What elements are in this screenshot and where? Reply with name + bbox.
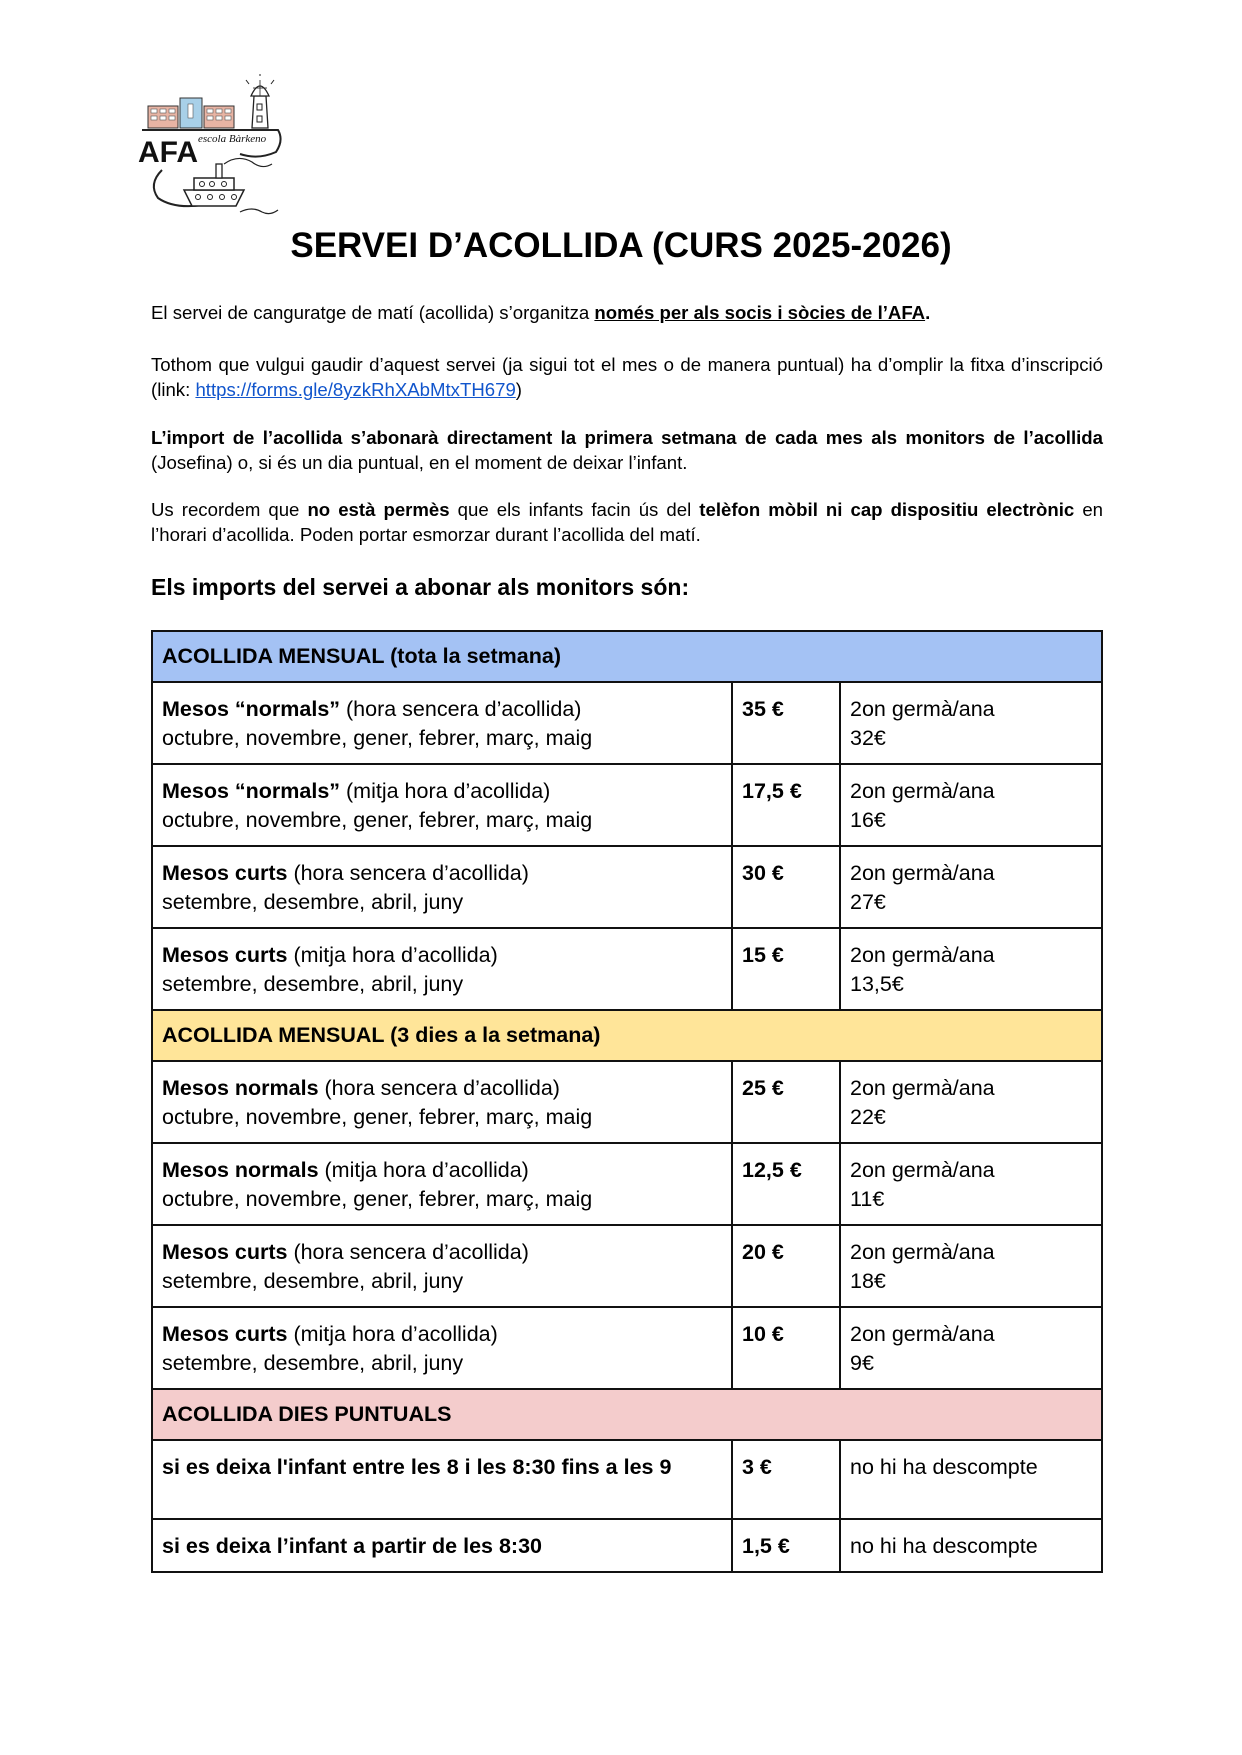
row-description [152,1225,732,1307]
table-row [152,1440,1102,1519]
row-price: 15 € [732,928,840,1010]
section-title: ACOLLIDA MENSUAL (3 dies a la setmana) [152,1010,1102,1061]
rules-bold-1: no està permès [307,499,450,520]
rules-paragraph [151,497,1103,547]
row-description [152,682,732,764]
registration-paragraph [151,352,1103,402]
row-duration: (hora sencera d’acollida) [340,697,582,721]
row-type: Mesos “normals” [162,697,341,721]
payment-paragraph [151,425,1103,475]
row-type: Mesos normals [162,1158,319,1182]
sibling-label: 2on germà/ana [850,861,995,885]
table-row [152,1143,1102,1225]
registration-text: Tothom que vulgui gaudir d’aquest servei (ja sigui tot el mes o de manera puntual) ha d’omplir la fitxa d’inscripció (link: [151,354,1103,400]
sibling-price: 11€ [850,1187,885,1211]
row-months: octubre, novembre, gener, febrer, març, maig [162,1187,593,1211]
row-description: si es deixa l'infant entre les 8 i les 8:30 fins a les 9 [152,1440,732,1519]
sibling-price: 27€ [850,890,886,914]
section-header-weekly [152,631,1102,682]
afa-logo-text: AFA [138,136,198,169]
row-months: octubre, novembre, gener, febrer, març, maig [162,1105,593,1129]
registration-form-link[interactable]: https://forms.gle/8yzkRhXAbMtxTH679 [195,379,516,400]
sibling-label: 2on germà/ana [850,1076,995,1100]
row-description [152,928,732,1010]
rules-bold-2: telèfon mòbil ni cap dispositiu electrònic [699,499,1075,520]
row-price: 12,5 € [732,1143,840,1225]
table-row [152,846,1102,928]
row-price: 1,5 € [732,1519,840,1572]
row-sibling [840,1061,1102,1143]
row-description [152,764,732,846]
row-price: 10 € [732,1307,840,1389]
row-description [152,1143,732,1225]
sibling-price: 18€ [850,1269,886,1293]
row-sibling [840,846,1102,928]
table-row [152,1225,1102,1307]
row-type: Mesos curts [162,1322,288,1346]
payment-text: (Josefina) o, si és un dia puntual, en el moment de deixar l’infant. [151,452,688,473]
row-price: 20 € [732,1225,840,1307]
row-price: 25 € [732,1061,840,1143]
sibling-price: 32€ [850,726,886,750]
row-type: Mesos curts [162,861,288,885]
rules-text-1: Us recordem que [151,499,308,520]
rules-text-2: que els infants facin ús del [449,499,700,520]
row-price: 35 € [732,682,840,764]
intro-end: . [925,302,931,323]
row-months: setembre, desembre, abril, juny [162,972,464,996]
row-price: 17,5 € [732,764,840,846]
row-type: Mesos normals [162,1076,319,1100]
row-duration: (mitja hora d’acollida) [287,943,498,967]
registration-end: ) [515,379,522,400]
intro-paragraph [151,300,1103,325]
sibling-label: 2on germà/ana [850,1240,995,1264]
row-months: octubre, novembre, gener, febrer, març, maig [162,808,593,832]
row-description: si es deixa l’infant a partir de les 8:30 [152,1519,732,1572]
section-title: ACOLLIDA DIES PUNTUALS [152,1389,1102,1440]
prices-table [151,630,1103,1573]
page-title: SERVEI D’ACOLLIDA (CURS 2025-2026) [290,226,952,265]
row-duration: (mitja hora d’acollida) [340,779,551,803]
row-months: octubre, novembre, gener, febrer, març, maig [162,726,593,750]
sibling-price: 16€ [850,808,886,832]
row-type: Mesos curts [162,943,288,967]
row-sibling [840,1225,1102,1307]
sibling-label: 2on germà/ana [850,697,995,721]
row-type: Mesos “normals” [162,779,341,803]
sibling-label: 2on germà/ana [850,779,995,803]
intro-text: El servei de canguratge de matí (acollida) s’organitza [151,302,595,323]
table-row [152,1061,1102,1143]
table-row [152,682,1102,764]
table-row [152,1307,1102,1389]
row-description [152,1307,732,1389]
row-description [152,1061,732,1143]
row-sibling [840,764,1102,846]
svg-text:escola Bàrkeno: escola Bàrkeno [198,133,267,145]
afa-logo [128,74,288,224]
row-duration: (hora sencera d’acollida) [318,1076,560,1100]
sibling-price: 13,5€ [850,972,904,996]
payment-bold-text: L’import de l’acollida s’abonarà directament la primera setmana de cada mes als monitors de l’acollida [151,427,1103,448]
afa-logo-graphic [128,74,288,224]
row-sibling [840,1143,1102,1225]
sibling-label: 2on germà/ana [850,1158,995,1182]
row-price: 30 € [732,846,840,928]
row-description [152,846,732,928]
row-sibling [840,928,1102,1010]
sibling-label: 2on germà/ana [850,943,995,967]
row-duration: (hora sencera d’acollida) [287,861,529,885]
row-discount-note: no hi ha descompte [840,1440,1102,1519]
section-header-occasional [152,1389,1102,1440]
table-row [152,764,1102,846]
section-header-3-days [152,1010,1102,1061]
row-sibling [840,682,1102,764]
sibling-price: 9€ [850,1351,874,1375]
prices-heading: Els imports del servei a abonar als monitors són: [151,574,690,600]
row-duration: (hora sencera d’acollida) [287,1240,529,1264]
row-months: setembre, desembre, abril, juny [162,1269,464,1293]
sibling-price: 22€ [850,1105,886,1129]
row-months: setembre, desembre, abril, juny [162,890,464,914]
row-type: Mesos curts [162,1240,288,1264]
table-row [152,1519,1102,1572]
rules-text-3: en l’horari d’acollida. Poden portar esmorzar durant l’acollida del matí. [151,499,1103,545]
row-price: 3 € [732,1440,840,1519]
row-duration: (mitja hora d’acollida) [287,1322,498,1346]
section-title: ACOLLIDA MENSUAL (tota la setmana) [152,631,1102,682]
row-discount-note: no hi ha descompte [840,1519,1102,1572]
sibling-label: 2on germà/ana [850,1322,995,1346]
row-months: setembre, desembre, abril, juny [162,1351,464,1375]
row-sibling [840,1307,1102,1389]
row-duration: (mitja hora d’acollida) [318,1158,529,1182]
table-row [152,928,1102,1010]
members-only-text: només per als socis i sòcies de l’AFA [594,302,926,323]
